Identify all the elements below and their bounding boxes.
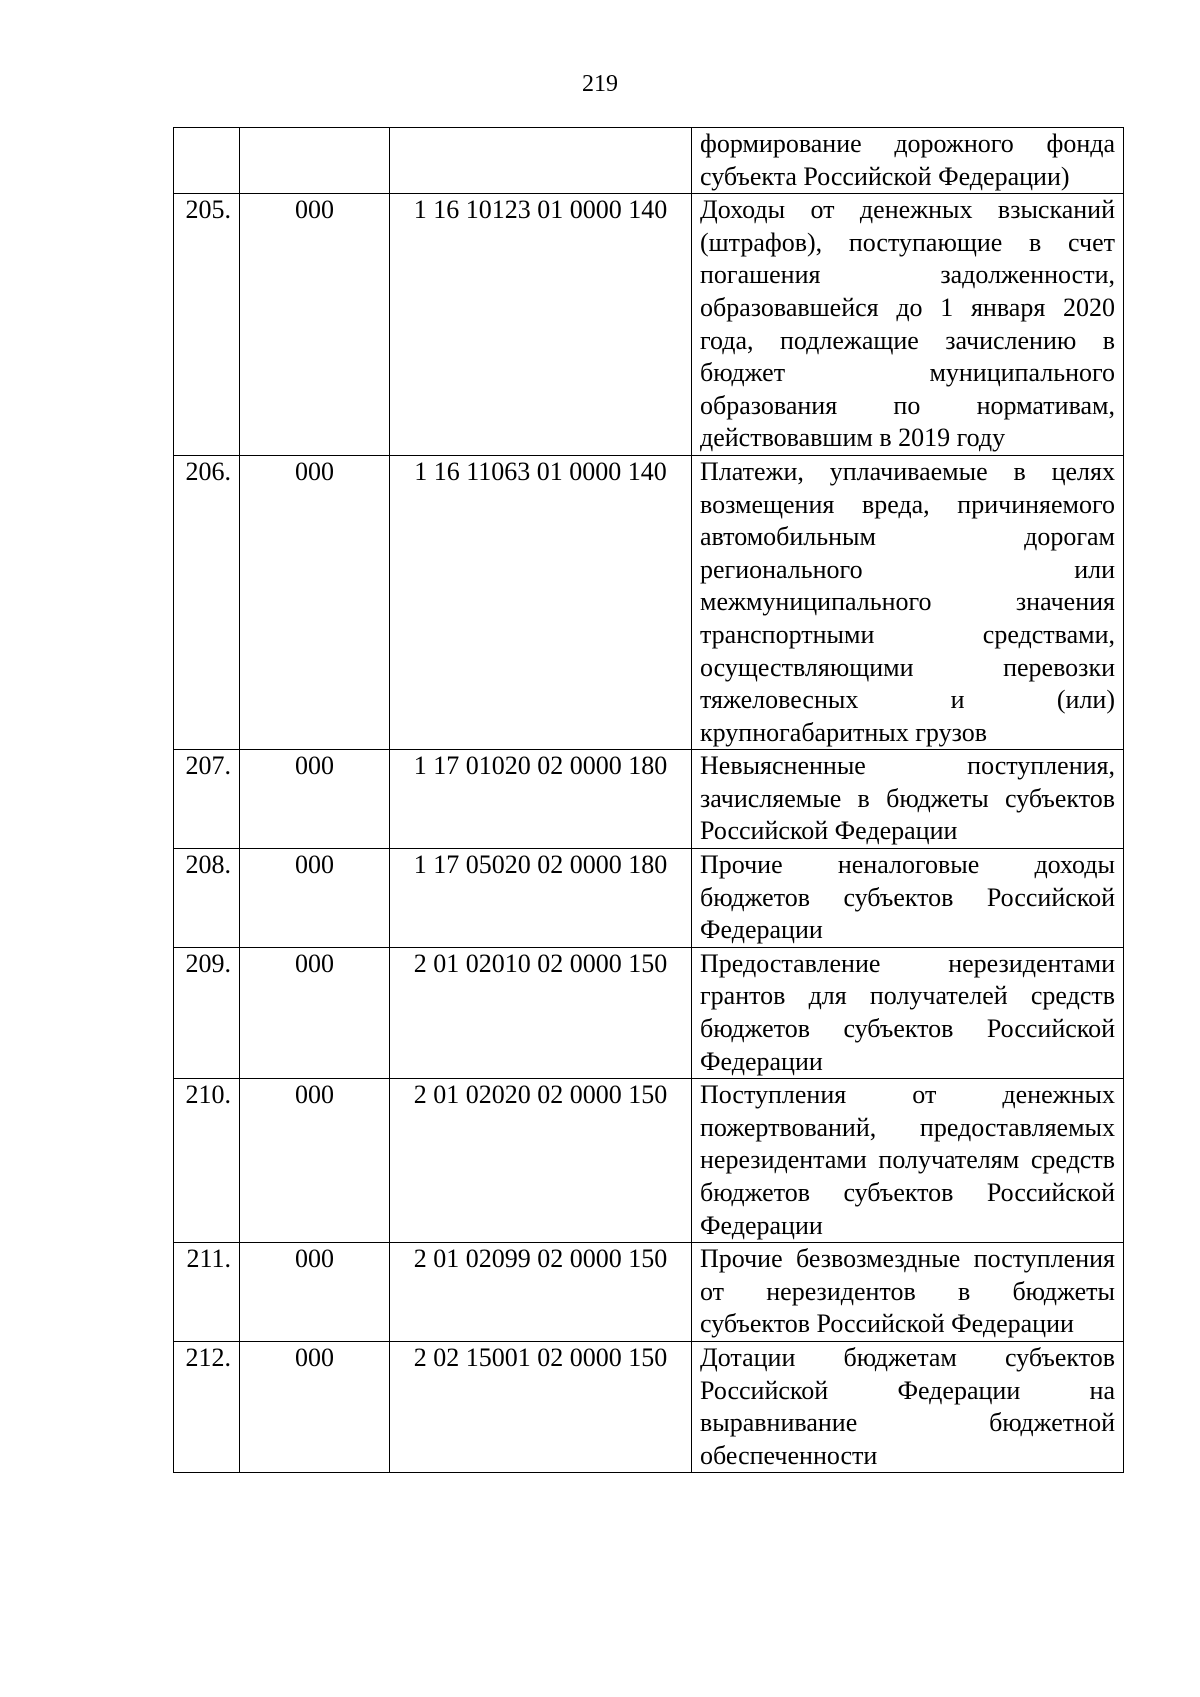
row-number-cell: 212. <box>174 1341 240 1472</box>
administrator-code-cell: 000 <box>240 194 390 456</box>
administrator-code-cell: 000 <box>240 947 390 1078</box>
revenue-name-cell: Прочие неналоговые доходы бюджетов субъектов Российской Федерации <box>692 849 1124 948</box>
revenue-name-cell: Доходы от денежных взысканий (штрафов), поступающие в счет погашения задолженности, образовавшейся до 1 января 2020 года, подлежащие зачислению в бюджет муниципального образования по нормативам, действовавшим в 2019 году <box>692 194 1124 456</box>
row-number-cell: 206. <box>174 455 240 749</box>
table-row <box>174 128 1124 194</box>
administrator-code-cell <box>240 128 390 194</box>
revenue-name-cell: Дотации бюджетам субъектов Российской Федерации на выравнивание бюджетной обеспеченности <box>692 1341 1124 1472</box>
table-row <box>174 1341 1124 1472</box>
revenue-code-cell: 2 01 02099 02 0000 150 <box>390 1243 692 1342</box>
row-number-cell <box>174 128 240 194</box>
revenue-code-cell: 1 16 10123 01 0000 140 <box>390 194 692 456</box>
row-number-cell: 209. <box>174 947 240 1078</box>
table-row <box>174 1079 1124 1243</box>
row-number-cell: 207. <box>174 750 240 849</box>
revenue-code-cell: 2 01 02010 02 0000 150 <box>390 947 692 1078</box>
revenue-name-cell: Поступления от денежных пожертвований, предоставляемых нерезидентами получателям средств бюджетов субъектов Российской Федерации <box>692 1079 1124 1243</box>
revenue-name-cell: формирование дорожного фонда субъекта Российской Федерации) <box>692 128 1124 194</box>
table-row <box>174 750 1124 849</box>
revenue-code-cell: 1 16 11063 01 0000 140 <box>390 455 692 749</box>
row-number-cell: 211. <box>174 1243 240 1342</box>
table-row <box>174 849 1124 948</box>
administrator-code-cell: 000 <box>240 1079 390 1243</box>
revenue-name-cell: Платежи, уплачиваемые в целях возмещения вреда, причиняемого автомобильным дорогам регионального или межмуниципального значения транспортными средствами, осуществляющими перевозки тяжеловесных и (или) крупногабаритных грузов <box>692 455 1124 749</box>
row-number-cell: 208. <box>174 849 240 948</box>
table-row <box>174 947 1124 1078</box>
administrator-code-cell: 000 <box>240 1243 390 1342</box>
table-row <box>174 455 1124 749</box>
revenue-code-cell: 2 01 02020 02 0000 150 <box>390 1079 692 1243</box>
revenue-code-cell: 2 02 15001 02 0000 150 <box>390 1341 692 1472</box>
administrator-code-cell: 000 <box>240 455 390 749</box>
page-number: 219 <box>582 71 618 97</box>
table-row <box>174 194 1124 456</box>
administrator-code-cell: 000 <box>240 849 390 948</box>
revenue-codes-table <box>173 127 1124 1473</box>
table-row <box>174 1243 1124 1342</box>
revenue-code-cell: 1 17 01020 02 0000 180 <box>390 750 692 849</box>
administrator-code-cell: 000 <box>240 750 390 849</box>
administrator-code-cell: 000 <box>240 1341 390 1472</box>
revenue-name-cell: Прочие безвозмездные поступления от нерезидентов в бюджеты субъектов Российской Федерации <box>692 1243 1124 1342</box>
revenue-name-cell: Невыясненные поступления, зачисляемые в бюджеты субъектов Российской Федерации <box>692 750 1124 849</box>
revenue-code-cell: 1 17 05020 02 0000 180 <box>390 849 692 948</box>
row-number-cell: 210. <box>174 1079 240 1243</box>
revenue-name-cell: Предоставление нерезидентами грантов для получателей средств бюджетов субъектов Российской Федерации <box>692 947 1124 1078</box>
revenue-code-cell <box>390 128 692 194</box>
row-number-cell: 205. <box>174 194 240 456</box>
